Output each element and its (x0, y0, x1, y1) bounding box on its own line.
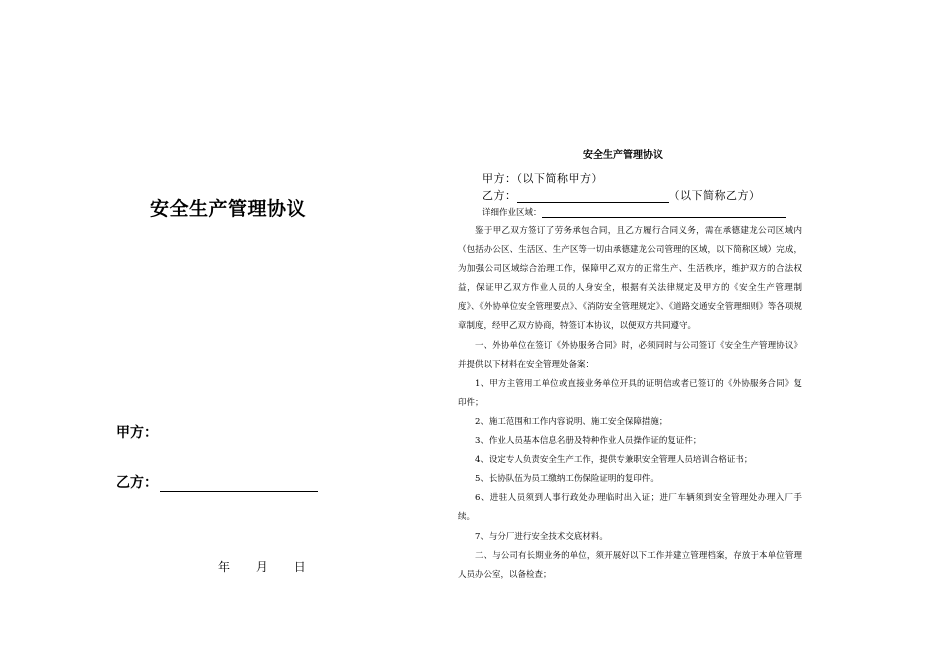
doc-work-area (482, 206, 786, 218)
paragraph: 2、施工范围和工作内容说明、施工安全保障措施； (475, 416, 668, 427)
cover-party-b (116, 472, 318, 492)
cover-party-a-label: 甲方： (116, 425, 158, 441)
cover-date (218, 558, 306, 575)
date-year: 年 (218, 560, 231, 574)
doc-body (458, 222, 802, 585)
doc-party-a: 甲方：（以下简称甲方） (482, 172, 603, 185)
cover-party-b-label: 乙方： (116, 475, 158, 491)
paragraph: 二、与公司有长期业务的单位，须开展好以下工作并建立管理档案，存放于本单位管理人员办公室，以备检查； (458, 550, 802, 580)
paragraph: 一、外协单位在签订《外协服务合同》时，必须同时与公司签订《安全生产管理协议》并提供以下材料在安全管理处备案： (458, 340, 802, 370)
paragraph: 6、进驻人员须到人事行政处办理临时出入证；进厂车辆须到安全管理处办理入厂手续。 (458, 493, 802, 523)
cover-title: 安全生产管理协议 (150, 198, 307, 220)
doc-party-b (482, 187, 761, 203)
cover-party-a (116, 422, 158, 442)
paragraph: 1、甲方主管用工单位或直接业务单位开具的证明信或者已签订的《外协服务合同》复印件； (458, 378, 802, 408)
doc-party-b-suffix: （以下简称乙方） (668, 189, 761, 202)
paragraph: 鉴于甲乙双方签订了劳务承包合同，且乙方履行合同义务，需在承德建龙公司区域内（包括办公区、生活区、生产区等一切由承德建龙公司管理的区域，以下简称区域）完成，为加强公司区域综合治理工作，保障甲乙双方的正常生产、生活秩序，维护双方的合法权益，保证甲乙双方作业人员的人身安全，根据有关法律规定及甲方的《安全生产管理制度》、《外协单位安全管理要点》、《消防安全管理规定》、《道路交通安全管理细则》等各项规章制度，经甲乙双方协商，特签订本协议，以便双方共同遵守。 (458, 226, 802, 332)
paragraph: 4、设定专人负责安全生产工作，提供专兼职安全管理人员培训合格证书； (475, 455, 753, 466)
doc-party-b-label: 乙方： (482, 189, 517, 202)
doc-party-b-blank (517, 191, 669, 203)
doc-work-area-label: 详细作业区域： (482, 208, 542, 218)
paragraph: 3、作业人员基本信息名册及特种作业人员操作证的复证件； (475, 436, 702, 447)
cover-party-b-blank (160, 477, 318, 492)
paragraph: 5、长协队伍为员工缴纳工伤保险证明的复印件。 (475, 474, 659, 485)
date-day: 日 (293, 560, 306, 574)
doc-work-area-blank (542, 208, 786, 218)
doc-title: 安全生产管理协议 (583, 150, 663, 161)
paragraph: 7、与分厂进行安全技术交底材料。 (475, 531, 608, 542)
date-month: 月 (255, 560, 268, 574)
